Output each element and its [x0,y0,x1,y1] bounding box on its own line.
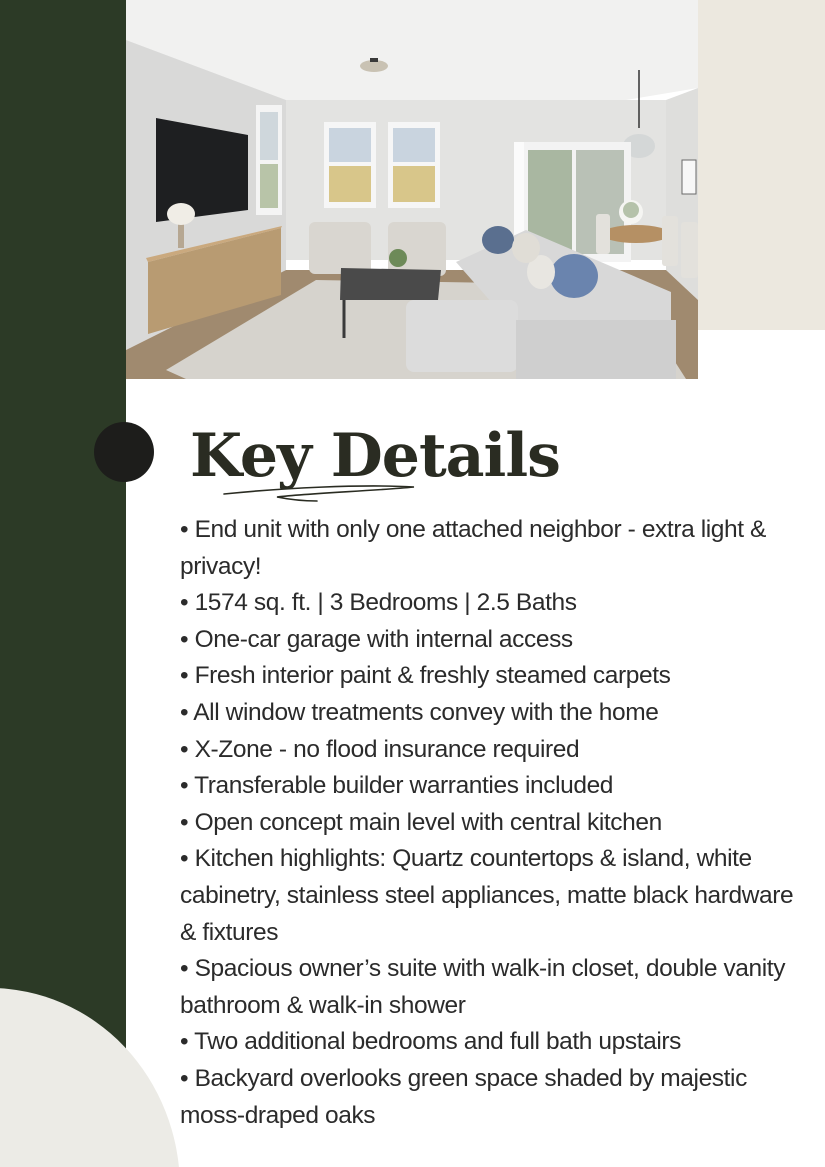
detail-item-flood-zone: • X-Zone - no flood insurance required [180,735,580,763]
detail-item-end-unit: • End unit with only one attached neighbor - extra light & privacy! [180,516,766,580]
detail-item-kitchen: • Kitchen highlights: Quartz countertops & island, white cabinetry, stainless steel appliances, matte black hardware & fixtures [180,845,794,946]
detail-item-backyard: • Backyard overlooks green space shaded by majestic moss-draped oaks [180,1064,747,1129]
detail-item-garage: • One-car garage with internal access [180,625,573,653]
detail-item-warranties: • Transferable builder warranties included [180,772,614,800]
beige-accent-block [698,0,825,330]
page-title: Key Details [190,421,560,491]
living-room-photo [126,0,698,379]
detail-item-size: • 1574 sq. ft. | 3 Bedrooms | 2.5 Baths [180,589,577,617]
key-details-list [180,512,810,1134]
detail-item-window-treatments: • All window treatments convey with the home [180,698,659,726]
detail-item-open-concept: • Open concept main level with central kitchen [180,808,662,836]
detail-item-paint: • Fresh interior paint & freshly steamed carpets [180,662,671,690]
heading-underline-swash [222,482,417,504]
detail-item-bedrooms-upstairs: • Two additional bedrooms and full bath upstairs [180,1028,682,1056]
section-marker-dot [94,422,154,482]
detail-item-owners-suite: • Spacious owner’s suite with walk-in closet, double vanity bathroom & walk-in shower [180,955,786,1019]
